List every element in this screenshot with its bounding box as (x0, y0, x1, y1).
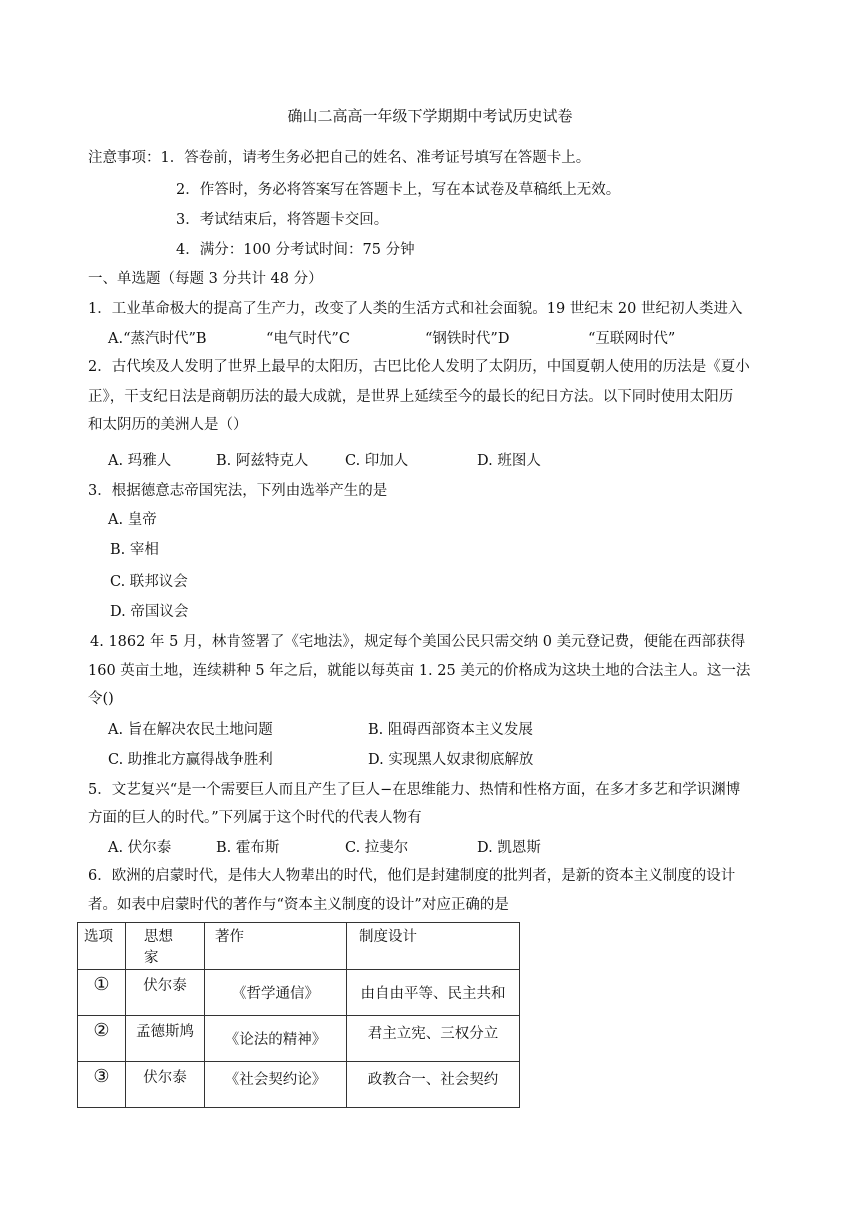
question-2-stem: 正》，干支纪日法是商朝历法的最大成就，是世界上延续至今的最长的纪日方法。以下同时使用太阳历 (88, 389, 734, 405)
table-row (78, 1062, 520, 1108)
q5-option: D. 凯恩斯 (477, 840, 541, 856)
question-6-stem: 者。如表中启蒙时代的著作与“资本主义制度的设计”对应正确的是 (88, 897, 509, 913)
exam-title: 确山二高高一年级下学期期中考试历史试卷 (287, 107, 573, 125)
table-cell: 伏尔泰 (126, 970, 205, 1016)
q2-option: A. 玛雅人 (108, 453, 172, 469)
q1-option: “互联网时代” (588, 331, 676, 347)
q2-option: B. 阿兹特克人 (216, 453, 309, 469)
question-5-stem: 方面的巨人的时代。”下列属于这个时代的代表人物有 (88, 810, 422, 826)
question-6-stem: 6．欧洲的启蒙时代，是伟大人物辈出的时代，他们是封建制度的批判者，是新的资本主义制度的设计 (88, 868, 736, 884)
q1-option: “钢铁时代”D (425, 331, 510, 347)
question-3-stem: 3．根据德意志帝国宪法，下列由选举产生的是 (88, 483, 388, 499)
table-cell: 《社会契约论》 (205, 1062, 347, 1108)
question-4-stem: 4. 1862 年 5 月，林肯签署了《宅地法》，规定每个美国公民只需交纳 0 美元登记费，便能在西部获得 (90, 634, 746, 650)
notice-item: 2．作答时，务必将答案写在答题卡上，写在本试卷及草稿纸上无效。 (176, 182, 621, 198)
q3-option: B. 宰相 (110, 542, 159, 558)
q4-option: B. 阻碍西部资本主义发展 (368, 722, 533, 738)
notice-line-1 (88, 146, 590, 167)
q5-option: A. 伏尔泰 (108, 840, 172, 856)
table-cell: 君主立宪、三权分立 (347, 1016, 520, 1062)
notice-item: 1．答卷前，请考生务必把自己的姓名、准考证号填写在答题卡上。 (160, 150, 591, 166)
table-cell: 《哲学通信》 (205, 970, 347, 1016)
table-cell: 孟德斯鸠 (126, 1016, 205, 1062)
notice-item: 3．考试结束后，将答题卡交回。 (176, 212, 389, 228)
table-cell: ③ (78, 1062, 126, 1108)
table-cell: ② (78, 1016, 126, 1062)
q1-option: “电气时代”C (266, 331, 350, 347)
table-cell: 《论法的精神》 (205, 1016, 347, 1062)
q4-option: C. 助推北方赢得战争胜利 (108, 752, 273, 768)
question-4-stem: 令() (88, 691, 114, 707)
question-2-stem: 和太阴历的美洲人是（） (88, 417, 248, 433)
table-cell: 政教合一、社会契约 (347, 1062, 520, 1108)
table-header-cell: 思想家 (126, 923, 205, 970)
q2-option: D. 班图人 (477, 453, 541, 469)
question-4-stem: 160 英亩土地，连续耕种 5 年之后，就能以每英亩 1. 25 美元的价格成为这块土地的合法主人。这一法 (88, 663, 751, 679)
q3-option: C. 联邦议会 (110, 574, 188, 590)
table-header-cell: 著作 (205, 923, 347, 970)
table-row (78, 970, 520, 1016)
question-5-stem: 5．文艺复兴“是一个需要巨人而且产生了巨人−在思维能力、热情和性格方面，在多才多艺和学识渊博 (88, 782, 741, 798)
q4-option: A. 旨在解决农民土地问题 (108, 722, 273, 738)
q4-option: D. 实现黑人奴隶彻底解放 (368, 752, 534, 768)
table-header-cell: 制度设计 (347, 923, 520, 970)
thinkers-table (77, 922, 520, 1108)
q5-option: C. 拉斐尔 (345, 840, 409, 856)
section-heading: 一、单选题（每题 3 分共计 48 分） (88, 271, 323, 287)
table-cell: 伏尔泰 (126, 1062, 205, 1108)
notice-prefix: 注意事项： (88, 150, 161, 166)
table-cell: 由自由平等、民主共和 (347, 970, 520, 1016)
table-header-cell: 选项 (78, 923, 126, 970)
question-2-stem: 2．古代埃及人发明了世界上最早的太阳历，古巴比伦人发明了太阴历，中国夏朝人使用的历法是《夏小 (88, 359, 750, 375)
q5-option: B. 霍布斯 (216, 840, 280, 856)
table-row (78, 1016, 520, 1062)
table-header-row (78, 923, 520, 970)
question-1-stem: 1．工业革命极大的提高了生产力，改变了人类的生活方式和社会面貌。19 世纪末 20 世纪初人类进入 (88, 301, 743, 317)
q3-option: A. 皇帝 (108, 512, 157, 528)
q1-option: A.“蒸汽时代”B (108, 331, 207, 347)
notice-item: 4．满分：100 分考试时间：75 分钟 (176, 242, 415, 258)
q3-option: D. 帝国议会 (110, 604, 189, 620)
table-cell: ① (78, 970, 126, 1016)
q2-option: C. 印加人 (345, 453, 409, 469)
